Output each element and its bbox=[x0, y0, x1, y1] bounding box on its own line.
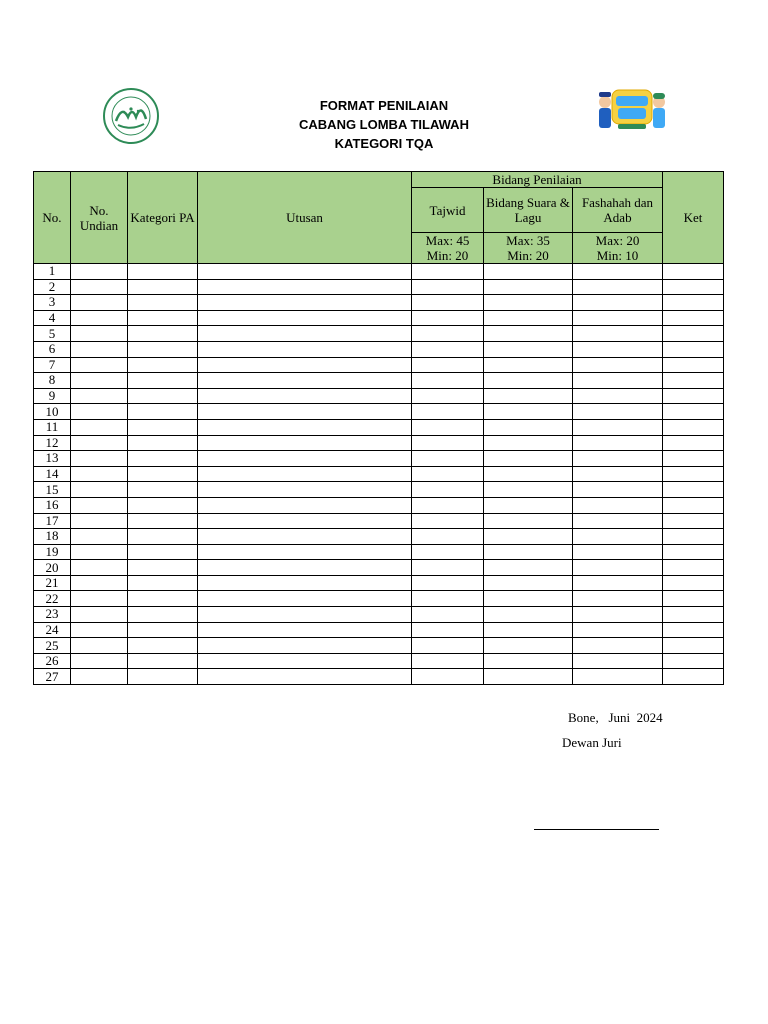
suara-cell[interactable] bbox=[484, 310, 573, 326]
kategori-cell[interactable] bbox=[128, 622, 198, 638]
event-logo-right bbox=[596, 84, 668, 136]
tajwid-cell[interactable] bbox=[412, 341, 484, 357]
no-undian-cell[interactable] bbox=[71, 451, 128, 467]
table-row bbox=[34, 466, 724, 482]
kategori-cell[interactable] bbox=[128, 435, 198, 451]
no-undian-cell[interactable] bbox=[71, 419, 128, 435]
ket-cell[interactable] bbox=[663, 497, 724, 513]
kategori-cell[interactable] bbox=[128, 326, 198, 342]
kategori-cell[interactable] bbox=[128, 529, 198, 545]
signoff-role: Dewan Juri bbox=[562, 735, 622, 750]
tajwid-cell[interactable] bbox=[412, 419, 484, 435]
no-undian-cell[interactable] bbox=[71, 591, 128, 607]
utusan-cell[interactable] bbox=[198, 404, 412, 420]
table-row bbox=[34, 279, 724, 295]
utusan-cell[interactable] bbox=[198, 638, 412, 654]
utusan-cell[interactable] bbox=[198, 357, 412, 373]
no-undian-cell[interactable] bbox=[71, 575, 128, 591]
fashahah-cell[interactable] bbox=[573, 404, 663, 420]
utusan-cell[interactable] bbox=[198, 466, 412, 482]
ket-cell[interactable] bbox=[663, 607, 724, 623]
scoring-table bbox=[33, 171, 724, 685]
fashahah-cell[interactable] bbox=[573, 310, 663, 326]
tajwid-cell[interactable] bbox=[412, 638, 484, 654]
no-undian-cell[interactable] bbox=[71, 544, 128, 560]
ket-cell[interactable] bbox=[663, 264, 724, 280]
tajwid-cell[interactable] bbox=[412, 482, 484, 498]
fashahah-cell[interactable] bbox=[573, 326, 663, 342]
fashahah-score-range bbox=[573, 233, 663, 264]
utusan-cell[interactable] bbox=[198, 451, 412, 467]
table-row bbox=[34, 435, 724, 451]
tajwid-cell[interactable] bbox=[412, 264, 484, 280]
ket-cell[interactable] bbox=[663, 575, 724, 591]
no-undian-cell[interactable] bbox=[71, 373, 128, 389]
tajwid-min: Min: 20 bbox=[426, 248, 469, 263]
row-number: 2 bbox=[34, 279, 71, 295]
ket-cell[interactable] bbox=[663, 451, 724, 467]
tajwid-cell[interactable] bbox=[412, 497, 484, 513]
tajwid-cell[interactable] bbox=[412, 513, 484, 529]
row-number: 10 bbox=[34, 404, 71, 420]
suara-cell[interactable] bbox=[484, 341, 573, 357]
suara-cell[interactable] bbox=[484, 560, 573, 576]
ket-cell[interactable] bbox=[663, 638, 724, 654]
no-undian-cell[interactable] bbox=[71, 264, 128, 280]
kategori-cell[interactable] bbox=[128, 388, 198, 404]
no-undian-cell[interactable] bbox=[71, 326, 128, 342]
utusan-cell[interactable] bbox=[198, 607, 412, 623]
utusan-cell[interactable] bbox=[198, 310, 412, 326]
table-row bbox=[34, 404, 724, 420]
kategori-cell[interactable] bbox=[128, 575, 198, 591]
fashahah-cell[interactable] bbox=[573, 482, 663, 498]
tajwid-cell[interactable] bbox=[412, 373, 484, 389]
col-header-ket: Ket bbox=[663, 172, 724, 264]
ket-cell[interactable] bbox=[663, 435, 724, 451]
organization-logo-left bbox=[96, 87, 166, 145]
utusan-cell[interactable] bbox=[198, 544, 412, 560]
suara-cell[interactable] bbox=[484, 373, 573, 389]
ket-cell[interactable] bbox=[663, 326, 724, 342]
col-header-fashahah: Fashahah dan Adab bbox=[573, 188, 663, 233]
suara-cell[interactable] bbox=[484, 669, 573, 685]
fashahah-cell[interactable] bbox=[573, 544, 663, 560]
tajwid-cell[interactable] bbox=[412, 279, 484, 295]
kategori-cell[interactable] bbox=[128, 482, 198, 498]
table-row bbox=[34, 544, 724, 560]
utusan-cell[interactable] bbox=[198, 264, 412, 280]
fashahah-cell[interactable] bbox=[573, 591, 663, 607]
row-number: 17 bbox=[34, 513, 71, 529]
table-row bbox=[34, 419, 724, 435]
suara-cell[interactable] bbox=[484, 544, 573, 560]
utusan-cell[interactable] bbox=[198, 279, 412, 295]
col-header-no-undian: No. Undian bbox=[71, 172, 128, 264]
ket-cell[interactable] bbox=[663, 419, 724, 435]
kategori-cell[interactable] bbox=[128, 513, 198, 529]
row-number: 4 bbox=[34, 310, 71, 326]
fashahah-cell[interactable] bbox=[573, 653, 663, 669]
ket-cell[interactable] bbox=[663, 529, 724, 545]
fashahah-cell[interactable] bbox=[573, 373, 663, 389]
no-undian-cell[interactable] bbox=[71, 638, 128, 654]
table-row bbox=[34, 373, 724, 389]
fashahah-cell[interactable] bbox=[573, 295, 663, 311]
table-row bbox=[34, 482, 724, 498]
no-undian-cell[interactable] bbox=[71, 295, 128, 311]
tajwid-cell[interactable] bbox=[412, 466, 484, 482]
row-number: 19 bbox=[34, 544, 71, 560]
utusan-cell[interactable] bbox=[198, 497, 412, 513]
row-number: 14 bbox=[34, 466, 71, 482]
kategori-cell[interactable] bbox=[128, 404, 198, 420]
suara-cell[interactable] bbox=[484, 435, 573, 451]
table-row bbox=[34, 669, 724, 685]
suara-cell[interactable] bbox=[484, 466, 573, 482]
no-undian-cell[interactable] bbox=[71, 404, 128, 420]
table-row bbox=[34, 326, 724, 342]
utusan-cell[interactable] bbox=[198, 373, 412, 389]
no-undian-cell[interactable] bbox=[71, 560, 128, 576]
row-number: 8 bbox=[34, 373, 71, 389]
no-undian-cell[interactable] bbox=[71, 607, 128, 623]
col-header-kategori: Kategori PA bbox=[128, 172, 198, 264]
row-number: 16 bbox=[34, 497, 71, 513]
fashahah-cell[interactable] bbox=[573, 560, 663, 576]
table-row bbox=[34, 622, 724, 638]
ket-cell[interactable] bbox=[663, 544, 724, 560]
no-undian-cell[interactable] bbox=[71, 497, 128, 513]
fashahah-cell[interactable] bbox=[573, 388, 663, 404]
table-row bbox=[34, 357, 724, 373]
fashahah-cell[interactable] bbox=[573, 435, 663, 451]
fashahah-cell[interactable] bbox=[573, 497, 663, 513]
utusan-cell[interactable] bbox=[198, 435, 412, 451]
fashahah-cell[interactable] bbox=[573, 341, 663, 357]
tajwid-cell[interactable] bbox=[412, 575, 484, 591]
fashahah-max: Max: 20 bbox=[595, 233, 640, 248]
table-row bbox=[34, 264, 724, 280]
ket-cell[interactable] bbox=[663, 373, 724, 389]
table-row bbox=[34, 591, 724, 607]
row-number: 22 bbox=[34, 591, 71, 607]
ket-cell[interactable] bbox=[663, 482, 724, 498]
page-title bbox=[234, 96, 534, 153]
no-undian-cell[interactable] bbox=[71, 279, 128, 295]
fashahah-cell[interactable] bbox=[573, 669, 663, 685]
utusan-cell[interactable] bbox=[198, 341, 412, 357]
kategori-cell[interactable] bbox=[128, 419, 198, 435]
ket-cell[interactable] bbox=[663, 341, 724, 357]
tajwid-cell[interactable] bbox=[412, 544, 484, 560]
row-number: 3 bbox=[34, 295, 71, 311]
tajwid-cell[interactable] bbox=[412, 404, 484, 420]
col-header-utusan: Utusan bbox=[198, 172, 412, 264]
utusan-cell[interactable] bbox=[198, 622, 412, 638]
ket-cell[interactable] bbox=[663, 310, 724, 326]
score-rows bbox=[34, 264, 724, 685]
signature-line bbox=[534, 829, 659, 830]
no-undian-cell[interactable] bbox=[71, 357, 128, 373]
fashahah-cell[interactable] bbox=[573, 513, 663, 529]
fashahah-min: Min: 10 bbox=[596, 248, 639, 263]
title-line-3: KATEGORI TQA bbox=[334, 136, 434, 151]
kategori-cell[interactable] bbox=[128, 341, 198, 357]
row-number: 24 bbox=[34, 622, 71, 638]
col-header-no: No. bbox=[34, 172, 71, 264]
suara-cell[interactable] bbox=[484, 482, 573, 498]
tajwid-cell[interactable] bbox=[412, 669, 484, 685]
suara-cell[interactable] bbox=[484, 451, 573, 467]
suara-cell[interactable] bbox=[484, 419, 573, 435]
fashahah-cell[interactable] bbox=[573, 357, 663, 373]
kategori-cell[interactable] bbox=[128, 279, 198, 295]
col-header-tajwid: Tajwid bbox=[412, 188, 484, 233]
row-number: 20 bbox=[34, 560, 71, 576]
fashahah-cell[interactable] bbox=[573, 638, 663, 654]
row-number: 15 bbox=[34, 482, 71, 498]
no-undian-cell[interactable] bbox=[71, 310, 128, 326]
fashahah-cell[interactable] bbox=[573, 419, 663, 435]
col-header-bidang-penilaian: Bidang Penilaian bbox=[412, 172, 663, 188]
table-row bbox=[34, 575, 724, 591]
kategori-cell[interactable] bbox=[128, 638, 198, 654]
utusan-cell[interactable] bbox=[198, 419, 412, 435]
table-row bbox=[34, 607, 724, 623]
ket-cell[interactable] bbox=[663, 560, 724, 576]
no-undian-cell[interactable] bbox=[71, 341, 128, 357]
table-row bbox=[34, 310, 724, 326]
tajwid-cell[interactable] bbox=[412, 529, 484, 545]
suara-cell[interactable] bbox=[484, 607, 573, 623]
row-number: 27 bbox=[34, 669, 71, 685]
tajwid-cell[interactable] bbox=[412, 388, 484, 404]
fashahah-cell[interactable] bbox=[573, 622, 663, 638]
no-undian-cell[interactable] bbox=[71, 653, 128, 669]
tajwid-cell[interactable] bbox=[412, 591, 484, 607]
kategori-cell[interactable] bbox=[128, 669, 198, 685]
fashahah-cell[interactable] bbox=[573, 466, 663, 482]
suara-cell[interactable] bbox=[484, 622, 573, 638]
suara-cell[interactable] bbox=[484, 264, 573, 280]
row-number: 13 bbox=[34, 451, 71, 467]
row-number: 9 bbox=[34, 388, 71, 404]
row-number: 6 bbox=[34, 341, 71, 357]
tajwid-max: Max: 45 bbox=[425, 233, 470, 248]
ket-cell[interactable] bbox=[663, 295, 724, 311]
kategori-cell[interactable] bbox=[128, 373, 198, 389]
no-undian-cell[interactable] bbox=[71, 622, 128, 638]
utusan-cell[interactable] bbox=[198, 513, 412, 529]
table-row bbox=[34, 341, 724, 357]
fashahah-cell[interactable] bbox=[573, 607, 663, 623]
row-number: 21 bbox=[34, 575, 71, 591]
tajwid-cell[interactable] bbox=[412, 357, 484, 373]
utusan-cell[interactable] bbox=[198, 388, 412, 404]
table-row bbox=[34, 451, 724, 467]
no-undian-cell[interactable] bbox=[71, 529, 128, 545]
utusan-cell[interactable] bbox=[198, 326, 412, 342]
suara-cell[interactable] bbox=[484, 529, 573, 545]
table-row bbox=[34, 513, 724, 529]
utusan-cell[interactable] bbox=[198, 529, 412, 545]
kategori-cell[interactable] bbox=[128, 544, 198, 560]
ket-cell[interactable] bbox=[663, 622, 724, 638]
title-line-2: CABANG LOMBA TILAWAH bbox=[299, 117, 469, 132]
no-undian-cell[interactable] bbox=[71, 466, 128, 482]
tajwid-cell[interactable] bbox=[412, 326, 484, 342]
utusan-cell[interactable] bbox=[198, 669, 412, 685]
no-undian-cell[interactable] bbox=[71, 388, 128, 404]
fashahah-cell[interactable] bbox=[573, 451, 663, 467]
table-row bbox=[34, 529, 724, 545]
row-number: 1 bbox=[34, 264, 71, 280]
suara-cell[interactable] bbox=[484, 591, 573, 607]
ket-cell[interactable] bbox=[663, 591, 724, 607]
ket-cell[interactable] bbox=[663, 669, 724, 685]
utusan-cell[interactable] bbox=[198, 482, 412, 498]
table-row bbox=[34, 295, 724, 311]
ket-cell[interactable] bbox=[663, 404, 724, 420]
tajwid-cell[interactable] bbox=[412, 560, 484, 576]
tajwid-cell[interactable] bbox=[412, 451, 484, 467]
suara-cell[interactable] bbox=[484, 279, 573, 295]
kategori-cell[interactable] bbox=[128, 357, 198, 373]
tajwid-cell[interactable] bbox=[412, 653, 484, 669]
ket-cell[interactable] bbox=[663, 466, 724, 482]
fashahah-cell[interactable] bbox=[573, 529, 663, 545]
kategori-cell[interactable] bbox=[128, 591, 198, 607]
tajwid-cell[interactable] bbox=[412, 435, 484, 451]
kategori-cell[interactable] bbox=[128, 560, 198, 576]
ket-cell[interactable] bbox=[663, 388, 724, 404]
suara-score-range bbox=[484, 233, 573, 264]
col-header-suara-lagu: Bidang Suara & Lagu bbox=[484, 188, 573, 233]
tajwid-cell[interactable] bbox=[412, 607, 484, 623]
kategori-cell[interactable] bbox=[128, 466, 198, 482]
utusan-cell[interactable] bbox=[198, 295, 412, 311]
fashahah-cell[interactable] bbox=[573, 264, 663, 280]
ket-cell[interactable] bbox=[663, 513, 724, 529]
fashahah-cell[interactable] bbox=[573, 575, 663, 591]
suara-min: Min: 20 bbox=[507, 248, 549, 263]
suara-cell[interactable] bbox=[484, 295, 573, 311]
table-row bbox=[34, 638, 724, 654]
suara-max: Max: 35 bbox=[506, 233, 550, 248]
utusan-cell[interactable] bbox=[198, 591, 412, 607]
tajwid-cell[interactable] bbox=[412, 310, 484, 326]
suara-cell[interactable] bbox=[484, 497, 573, 513]
utusan-cell[interactable] bbox=[198, 560, 412, 576]
kategori-cell[interactable] bbox=[128, 264, 198, 280]
table-row bbox=[34, 497, 724, 513]
suara-cell[interactable] bbox=[484, 653, 573, 669]
row-number: 18 bbox=[34, 529, 71, 545]
row-number: 7 bbox=[34, 357, 71, 373]
table-row bbox=[34, 653, 724, 669]
kategori-cell[interactable] bbox=[128, 451, 198, 467]
suara-cell[interactable] bbox=[484, 388, 573, 404]
kategori-cell[interactable] bbox=[128, 310, 198, 326]
no-undian-cell[interactable] bbox=[71, 513, 128, 529]
signoff-place-date: Bone, Juni 2024 bbox=[568, 710, 663, 725]
tajwid-score-range bbox=[412, 233, 484, 264]
no-undian-cell[interactable] bbox=[71, 435, 128, 451]
tajwid-cell[interactable] bbox=[412, 295, 484, 311]
suara-cell[interactable] bbox=[484, 404, 573, 420]
row-number: 26 bbox=[34, 653, 71, 669]
no-undian-cell[interactable] bbox=[71, 669, 128, 685]
row-number: 23 bbox=[34, 607, 71, 623]
row-number: 12 bbox=[34, 435, 71, 451]
row-number: 5 bbox=[34, 326, 71, 342]
ket-cell[interactable] bbox=[663, 357, 724, 373]
suara-cell[interactable] bbox=[484, 357, 573, 373]
kategori-cell[interactable] bbox=[128, 497, 198, 513]
ket-cell[interactable] bbox=[663, 279, 724, 295]
utusan-cell[interactable] bbox=[198, 653, 412, 669]
suara-cell[interactable] bbox=[484, 638, 573, 654]
utusan-cell[interactable] bbox=[198, 575, 412, 591]
table-row bbox=[34, 388, 724, 404]
kategori-cell[interactable] bbox=[128, 295, 198, 311]
row-number: 11 bbox=[34, 419, 71, 435]
ket-cell[interactable] bbox=[663, 653, 724, 669]
suara-cell[interactable] bbox=[484, 513, 573, 529]
suara-cell[interactable] bbox=[484, 575, 573, 591]
fashahah-cell[interactable] bbox=[573, 279, 663, 295]
kategori-cell[interactable] bbox=[128, 607, 198, 623]
tajwid-cell[interactable] bbox=[412, 622, 484, 638]
table-row bbox=[34, 560, 724, 576]
no-undian-cell[interactable] bbox=[71, 482, 128, 498]
title-line-1: FORMAT PENILAIAN bbox=[319, 98, 449, 113]
suara-cell[interactable] bbox=[484, 326, 573, 342]
row-number: 25 bbox=[34, 638, 71, 654]
kategori-cell[interactable] bbox=[128, 653, 198, 669]
